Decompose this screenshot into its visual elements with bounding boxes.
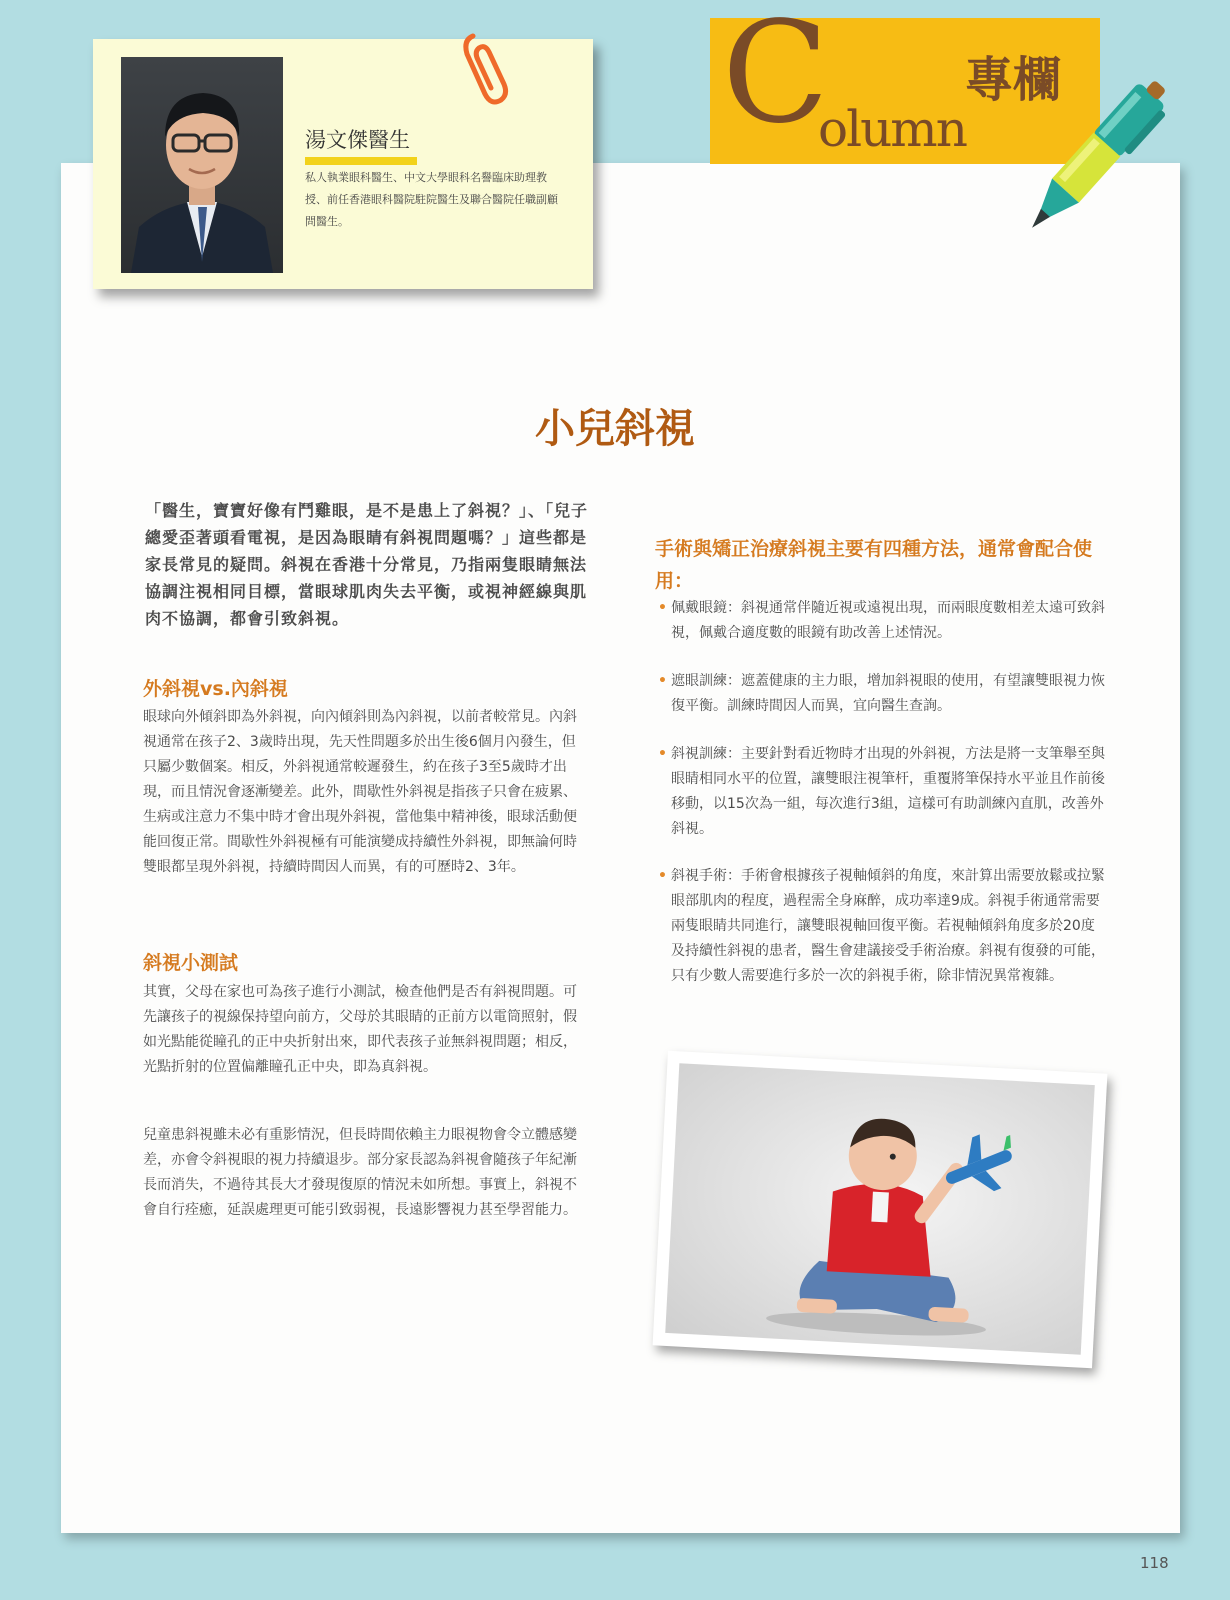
article-title: 小兒斜視 [535, 405, 695, 452]
child-photo [665, 1063, 1095, 1354]
author-photo [121, 57, 283, 273]
bullet-icon: • [658, 746, 667, 762]
section-body-consequences: 兒童患斜視雖未必有重影情況，但長時間依賴主力眼視物會令立體感變差，亦會令斜視眼的視力持續退步。部分家長認為斜視會隨孩子年紀漸長而消失，不過待其長大才發現復原的情況未如所想。事實上，斜視不會自行痊癒，延誤處理更可能引致弱視，長遠影響視力甚至學習能力。 [143, 1127, 577, 1218]
author-card [93, 39, 593, 289]
section-body-home-test: 其實，父母在家也可為孩子進行小測試，檢查他們是否有斜視問題。可先讓孩子的視線保持望向前方，父母於其眼睛的正前方以電筒照射，假如光點能從瞳孔的正中央折射出來，即代表孩子並無斜視問題；相反，光點折射的位置偏離瞳孔正中央，即為真斜視。 [143, 984, 577, 1075]
paperclip-icon [455, 28, 515, 108]
treatment-heading: 手術與矯正治療斜視主要有四種方法，通常會配合使用： [655, 538, 1093, 592]
page-number: 118 [1140, 1554, 1169, 1572]
section-heading-home-test: 斜視小測試 [143, 952, 239, 974]
author-bio: 私人執業眼科醫生、中文大學眼科名譽臨床助理教授、前任香港眼科醫院駐院醫生及聯合醫院任職副顧問醫生。 [305, 171, 558, 228]
bullet-icon: • [658, 868, 667, 884]
section-body-strabismus-types: 眼球向外傾斜即為外斜視，向內傾斜則為內斜視，以前者較常見。內斜視通常在孩子2、3歲時出現，先天性問題多於出生後6個月內發生，但只屬少數個案。相反，外斜視通常較遲發生，約在孩子3至5歲時才出現，而且情況會逐漸變差。此外，間歇性外斜視是指孩子只會在疲累、生病或注意力不集中時才會出現外斜視，當他集中精神後，眼球活動便能回復正常。間歇性外斜視極有可能演變成持續性外斜視，即無論何時雙眼都呈現外斜視，持續時間因人而異，有的可歷時2、3年。 [143, 709, 577, 875]
column-letter-c: C [722, 0, 830, 155]
pen-icon [995, 75, 1165, 265]
bullet-icon: • [658, 600, 667, 616]
article-intro: 「醫生，寶寶好像有鬥雞眼，是不是患上了斜視？」、「兒子總愛歪著頭看電視，是因為眼睛有斜視問題嗎？」這些都是家長常見的疑問。斜視在香港十分常見，乃指兩隻眼睛無法協調注視相同目標，當眼球肌肉失去平衡，或視神經線與肌肉不協調，都會引致斜視。 [145, 501, 589, 628]
treatment-item-text: 斜視手術：手術會根據孩子視軸傾斜的角度，來計算出需要放鬆或拉緊眼部肌肉的程度，過程需全身麻醉，成功率達9成。斜視手術通常需要兩隻眼睛共同進行，讓雙眼視軸回復平衡。若視軸傾斜角度多於20度及持續性斜視的患者，醫生會建議接受手術治療。斜視有復發的可能，只有少數人需要進行多於一次的斜視手術，除非情況異常複雜。 [671, 868, 1105, 984]
toddler-with-toy-plane-icon [665, 1063, 1095, 1354]
treatment-item-glasses [655, 596, 1105, 646]
author-name-underline [305, 157, 417, 165]
treatment-item-training [655, 742, 1105, 842]
section-heading-strabismus-types: 外斜視vs.內斜視 [143, 678, 288, 700]
treatment-item-text: 佩戴眼鏡：斜視通常伴隨近視或遠視出現，而兩眼度數相差太遠可致斜視，佩戴合適度數的眼鏡有助改善上述情況。 [671, 600, 1105, 641]
doctor-portrait-icon [121, 57, 283, 273]
author-name: 湯文傑醫生 [305, 128, 410, 152]
treatment-item-text: 遮眼訓練：遮蓋健康的主力眼，增加斜視眼的使用，有望讓雙眼視力恢復平衡。訓練時間因人而異，宜向醫生查詢。 [671, 673, 1105, 714]
column-chinese-label: 專欄 [965, 52, 1062, 108]
treatment-item-patching [655, 669, 1105, 719]
bullet-icon: • [658, 673, 667, 689]
treatment-item-surgery [655, 864, 1105, 989]
treatment-item-text: 斜視訓練：主要針對看近物時才出現的外斜視，方法是將一支筆舉至與眼睛相同水平的位置，讓雙眼注視筆杆，重覆將筆保持水平並且作前後移動，以15次為一組，每次進行3組，這樣可有助訓練內直肌，改善外斜視。 [671, 746, 1105, 837]
column-word: olumn [818, 100, 966, 158]
child-photo-frame [653, 1051, 1108, 1369]
